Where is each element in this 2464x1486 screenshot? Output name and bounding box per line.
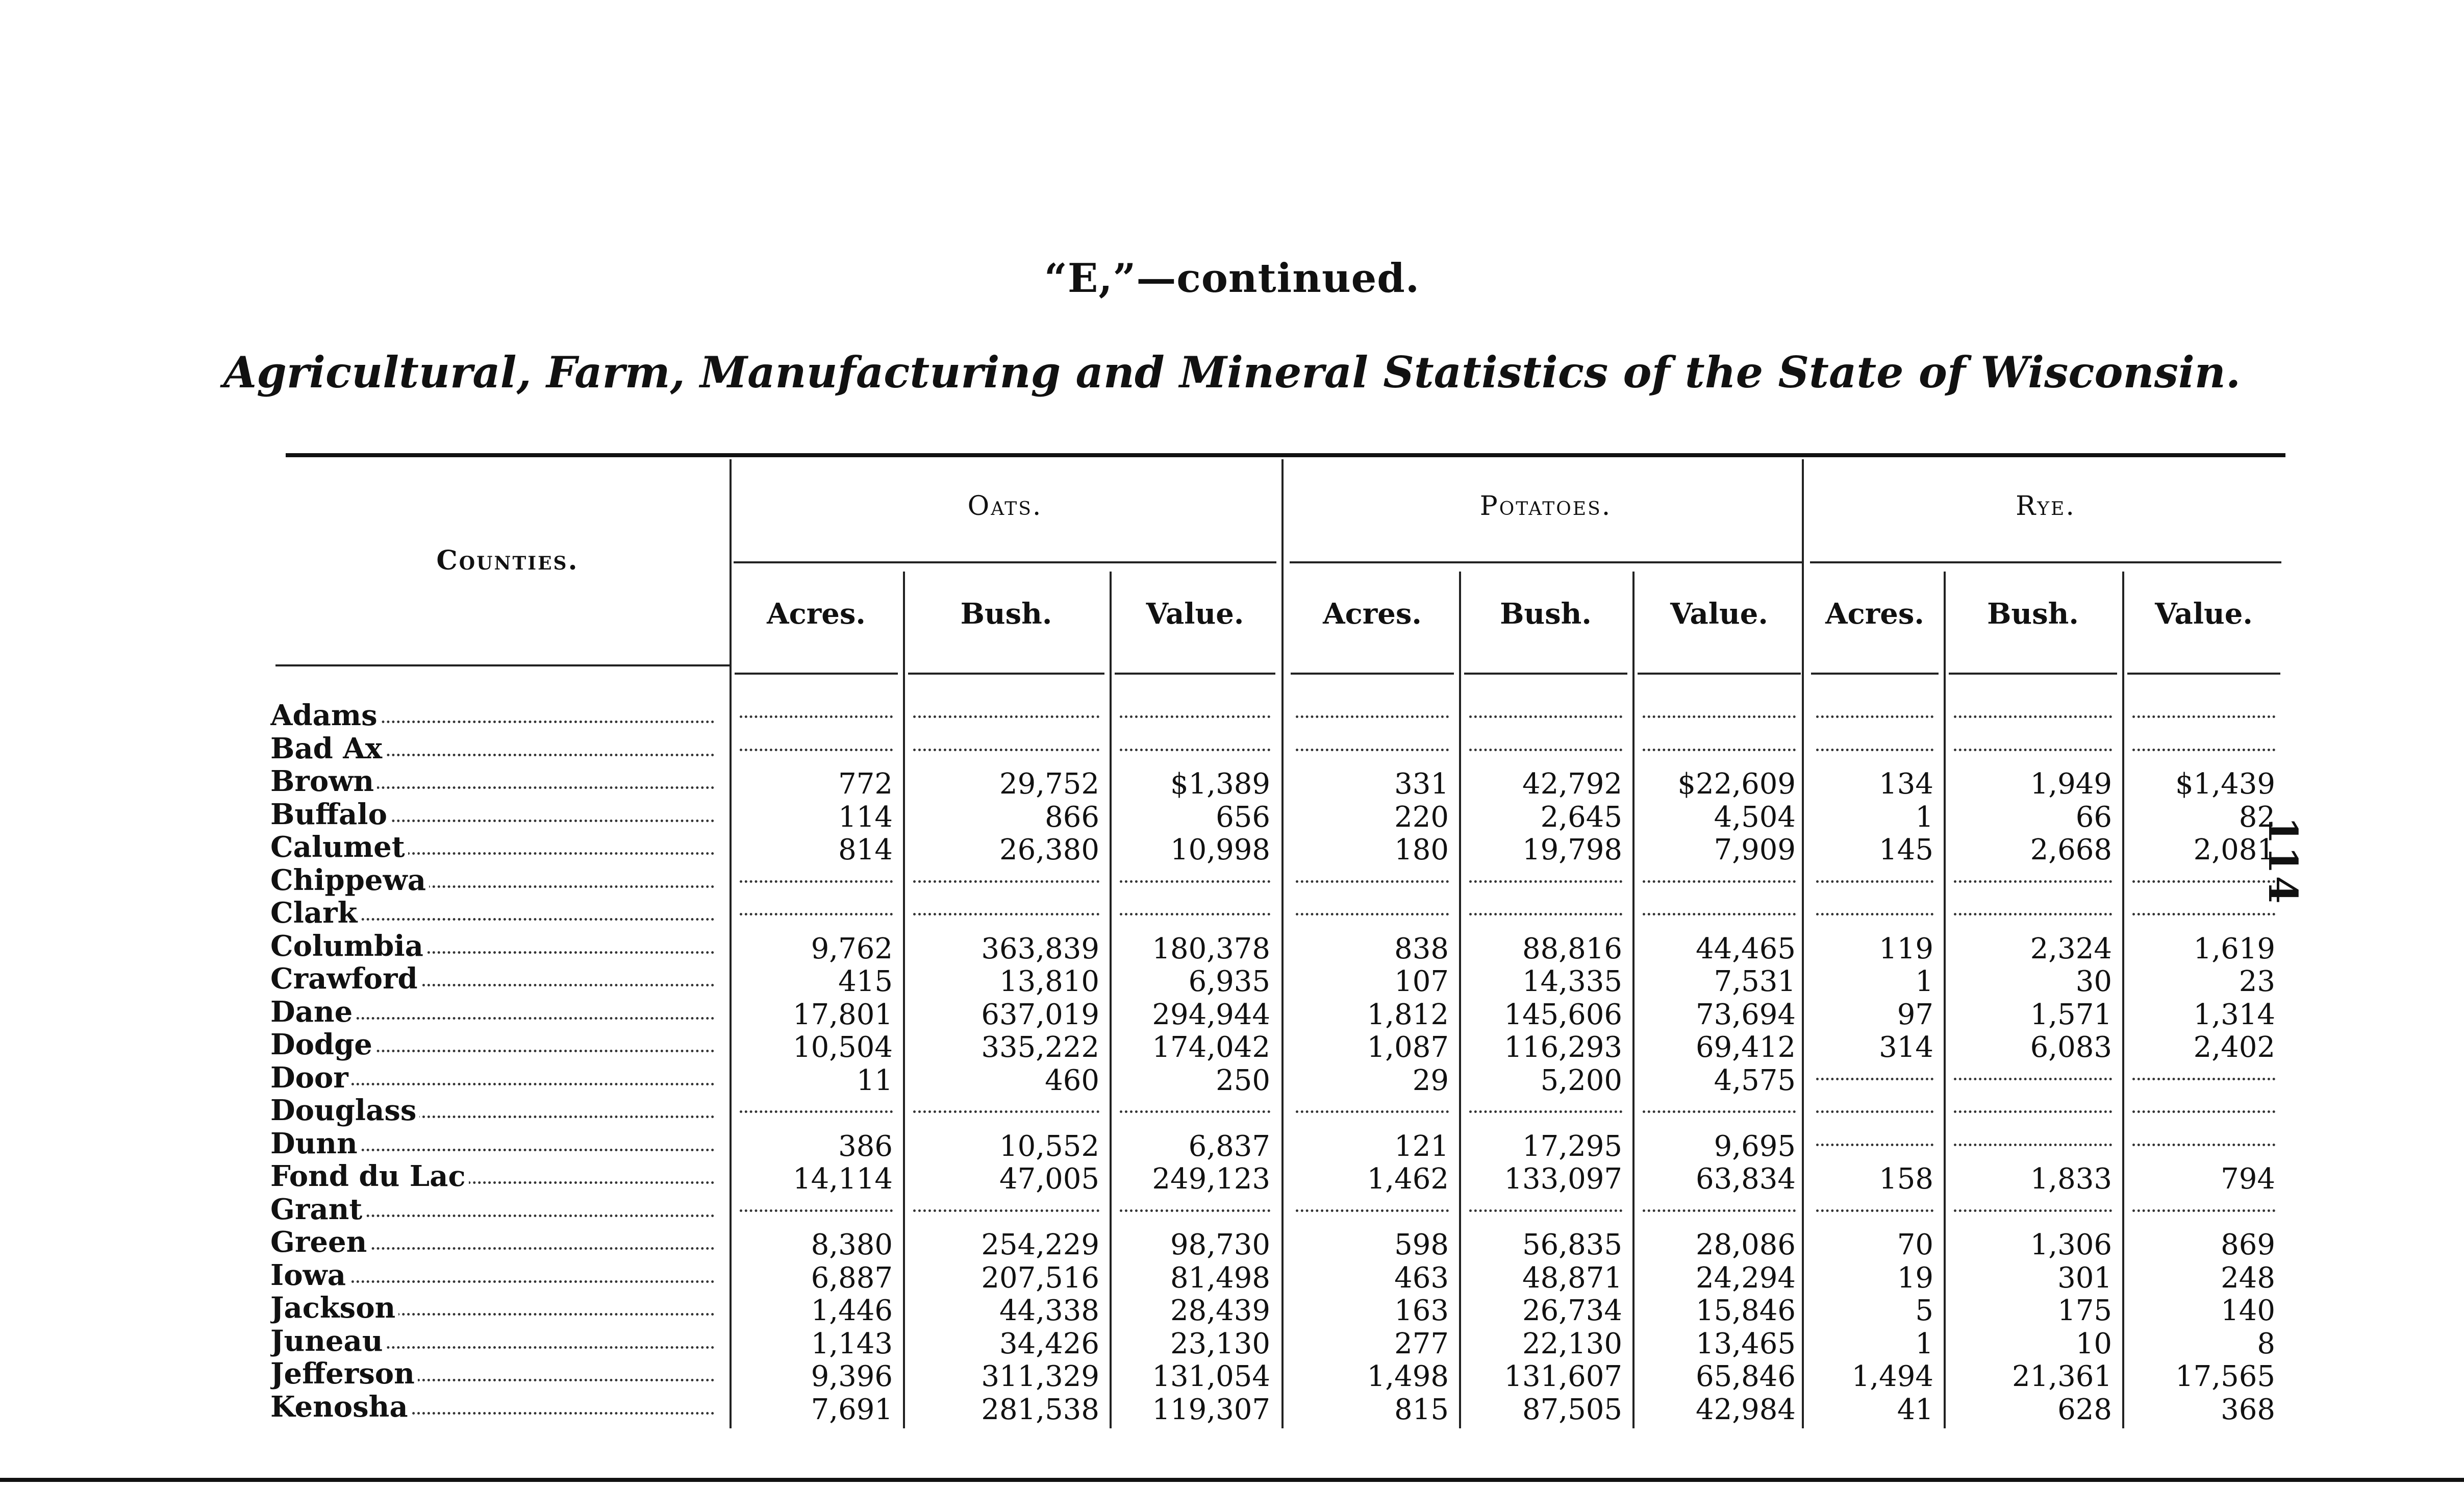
table-cell: 163 (1394, 1294, 1449, 1327)
county-label: Grant (270, 1193, 365, 1226)
table-cell: 17,565 (2175, 1360, 2275, 1393)
table-cell: 656 (1216, 800, 1270, 834)
table-cell: 1,498 (1367, 1360, 1449, 1393)
table-cell: 98,730 (1170, 1228, 1270, 1261)
empty-cell (1816, 699, 1933, 732)
table-cell: $1,439 (2175, 767, 2275, 801)
table-cell: 180,378 (1152, 932, 1270, 965)
table-cell: 30 (2075, 965, 2112, 998)
table-cell: 637,019 (981, 998, 1099, 1031)
empty-cell (913, 732, 1099, 765)
table-cell: 17,801 (793, 998, 893, 1031)
column-header-rule (1115, 673, 1275, 675)
column-header: Bush. (1500, 597, 1592, 631)
table-cell: 1,619 (2193, 932, 2275, 965)
county-label: Jackson (270, 1292, 398, 1324)
table-cell: 17,295 (1522, 1129, 1622, 1163)
empty-cell (1469, 1094, 1622, 1127)
table-cell: 65,846 (1696, 1360, 1796, 1393)
empty-cell (2132, 699, 2275, 732)
empty-cell (1954, 732, 2112, 765)
table-cell: 9,695 (1714, 1129, 1796, 1163)
table-cell: 628 (2057, 1393, 2112, 1426)
column-divider (1944, 572, 1946, 1428)
table-cell: 368 (2221, 1393, 2275, 1426)
county-name (270, 798, 714, 831)
table-cell: 28,086 (1696, 1228, 1796, 1261)
empty-cell (1296, 699, 1449, 732)
table-cell: 8,380 (811, 1228, 893, 1261)
table-cell: 24,294 (1696, 1261, 1796, 1295)
county-label: Douglass (270, 1094, 419, 1127)
county-label: Columbia (270, 930, 426, 962)
table-cell: 6,837 (1188, 1129, 1270, 1163)
county-label: Green (270, 1226, 370, 1258)
table-cell: 10,552 (999, 1129, 1099, 1163)
column-header-rule (2127, 673, 2280, 675)
table-cell: 56,835 (1522, 1228, 1622, 1261)
empty-cell (2132, 1094, 2275, 1127)
table-cell: 2,668 (2030, 833, 2112, 866)
table-cell: 9,396 (811, 1360, 893, 1393)
county-name (270, 962, 714, 995)
column-header: Bush. (960, 597, 1052, 631)
table-cell: 7,909 (1714, 833, 1796, 866)
empty-cell (1469, 864, 1622, 897)
empty-cell (1954, 1127, 2112, 1160)
table-cell: $22,609 (1677, 767, 1796, 801)
empty-cell (913, 1193, 1099, 1226)
table-cell: 415 (838, 965, 893, 998)
page-title: Agricultural, Farm, Manufacturing and Mineral Statistics of the State of Wisconsin. (223, 347, 2241, 398)
table-cell: 41 (1897, 1393, 1933, 1426)
group-header-rule (734, 561, 1276, 563)
table-cell: 175 (2057, 1294, 2112, 1327)
county-name (270, 732, 714, 765)
table-cell: 180 (1394, 833, 1449, 866)
empty-cell (913, 864, 1099, 897)
table-cell: 48,871 (1522, 1261, 1622, 1295)
table-cell: 8 (2257, 1327, 2275, 1360)
table-cell: 21,361 (2012, 1360, 2112, 1393)
county-name (270, 1292, 714, 1324)
table-cell: 1,833 (2030, 1162, 2112, 1196)
table-cell: 14,335 (1522, 965, 1622, 998)
table-cell: 386 (838, 1129, 893, 1163)
county-label: Iowa (270, 1259, 349, 1292)
table-cell: 116,293 (1504, 1031, 1622, 1064)
table-cell: 121 (1394, 1129, 1449, 1163)
empty-cell (1643, 732, 1796, 765)
column-header: Value. (2155, 597, 2253, 631)
empty-cell (1120, 699, 1270, 732)
table-cell: 1,446 (811, 1294, 893, 1327)
running-head: “E,”—continued. (1044, 255, 1420, 302)
group-divider (1281, 459, 1284, 1428)
table-cell: 70 (1897, 1228, 1933, 1261)
table-cell: 220 (1394, 800, 1449, 834)
table-cell: 26,734 (1522, 1294, 1622, 1327)
table-cell: 28,439 (1170, 1294, 1270, 1327)
table-cell: 1 (1915, 965, 1933, 998)
table-cell: 207,516 (981, 1261, 1099, 1295)
counties-header: Counties. (436, 545, 579, 576)
table-cell: 134 (1879, 767, 1933, 801)
empty-cell (1954, 864, 2112, 897)
table-cell: 10,504 (793, 1031, 893, 1064)
table-cell: 145 (1879, 833, 1933, 866)
table-cell: 314 (1879, 1031, 1933, 1064)
table-cell: 23,130 (1170, 1327, 1270, 1360)
table-cell: 29 (1412, 1063, 1449, 1097)
county-name (270, 1391, 714, 1423)
table-cell: $1,389 (1170, 767, 1270, 801)
empty-cell (740, 897, 893, 929)
table-cell: 1,494 (1851, 1360, 1933, 1393)
table-cell: 47,005 (999, 1162, 1099, 1196)
table-cell: 814 (838, 833, 893, 866)
empty-cell (740, 864, 893, 897)
county-name (270, 1028, 714, 1061)
county-label: Jefferson (270, 1357, 418, 1390)
empty-cell (1816, 1193, 1933, 1226)
county-name (270, 1259, 714, 1292)
empty-cell (1954, 1193, 2112, 1226)
table-cell: 174,042 (1152, 1031, 1270, 1064)
table-cell: 11 (856, 1063, 893, 1097)
table-cell: 254,229 (981, 1228, 1099, 1261)
empty-cell (1816, 864, 1933, 897)
table-cell: 1 (1915, 800, 1933, 834)
county-label: Chippewa (270, 864, 429, 897)
table-cell: 119 (1879, 932, 1933, 965)
table-cell: 1,087 (1367, 1031, 1449, 1064)
empty-cell (1296, 1193, 1449, 1226)
county-label: Kenosha (270, 1391, 411, 1423)
table-cell: 34,426 (999, 1327, 1099, 1360)
empty-cell (1954, 1061, 2112, 1094)
table-cell: 82 (2239, 800, 2275, 834)
empty-cell (2132, 1127, 2275, 1160)
table-cell: 26,380 (999, 833, 1099, 866)
table-cell: 14,114 (793, 1162, 893, 1196)
table-cell: 15,846 (1696, 1294, 1796, 1327)
empty-cell (1296, 1094, 1449, 1127)
column-header: Acres. (1323, 597, 1422, 631)
table-cell: 281,538 (981, 1393, 1099, 1426)
table-cell: 250 (1216, 1063, 1270, 1097)
empty-cell (1643, 699, 1796, 732)
table-cell: 2,402 (2193, 1031, 2275, 1064)
column-header: Acres. (767, 597, 866, 631)
table-cell: 88,816 (1522, 932, 1622, 965)
table-cell: 772 (838, 767, 893, 801)
table-cell: 248 (2221, 1261, 2275, 1295)
empty-cell (2132, 897, 2275, 929)
column-header-rule (1811, 673, 1939, 675)
county-name (270, 996, 714, 1028)
empty-cell (1954, 897, 2112, 929)
table-cell: 66 (2075, 800, 2112, 834)
column-header-rule (1638, 673, 1801, 675)
table-cell: 598 (1394, 1228, 1449, 1261)
table-cell: 23 (2239, 965, 2275, 998)
table-cell: 9,762 (811, 932, 893, 965)
empty-cell (2132, 1193, 2275, 1226)
table-cell: 1,571 (2030, 998, 2112, 1031)
column-divider (2122, 572, 2124, 1428)
table-cell: 1 (1915, 1327, 1933, 1360)
empty-cell (740, 1094, 893, 1127)
column-divider (1632, 572, 1635, 1428)
empty-cell (1643, 864, 1796, 897)
table-cell: 7,691 (811, 1393, 893, 1426)
bottom-rule (0, 1478, 2464, 1482)
table-cell: 107 (1394, 965, 1449, 998)
empty-cell (1469, 699, 1622, 732)
column-header-rule (735, 673, 898, 675)
table-cell: 301 (2057, 1261, 2112, 1295)
county-label: Door (270, 1061, 351, 1094)
column-divider (1110, 572, 1112, 1428)
table-cell: 866 (1045, 800, 1099, 834)
column-header: Value. (1670, 597, 1768, 631)
table-cell: 145,606 (1504, 998, 1622, 1031)
table-cell: 114 (838, 800, 893, 834)
empty-cell (1296, 732, 1449, 765)
column-header: Acres. (1825, 597, 1924, 631)
county-name (270, 831, 714, 863)
county-name (270, 930, 714, 962)
county-label: Dunn (270, 1127, 361, 1160)
table-cell: 2,324 (2030, 932, 2112, 965)
table-cell: 140 (2221, 1294, 2275, 1327)
table-cell: 1,949 (2030, 767, 2112, 801)
county-label: Adams (270, 699, 381, 732)
table-cell: 22,130 (1522, 1327, 1622, 1360)
empty-cell (2132, 864, 2275, 897)
empty-cell (913, 1094, 1099, 1127)
empty-cell (1816, 897, 1933, 929)
column-header: Bush. (1987, 597, 2079, 631)
table-cell: 794 (2221, 1162, 2275, 1196)
table-cell: 869 (2221, 1228, 2275, 1261)
table-cell: 42,984 (1696, 1393, 1796, 1426)
table-cell: 158 (1879, 1162, 1933, 1196)
empty-cell (1120, 1193, 1270, 1226)
table-cell: 63,834 (1696, 1162, 1796, 1196)
county-name (270, 1357, 714, 1390)
column-divider (1459, 572, 1461, 1428)
table-cell: 6,083 (2030, 1031, 2112, 1064)
table-cell: 335,222 (981, 1031, 1099, 1064)
table-cell: 1,462 (1367, 1162, 1449, 1196)
table-cell: 331 (1394, 767, 1449, 801)
table-cell: 5,200 (1540, 1063, 1622, 1097)
county-name (270, 1226, 714, 1258)
table-cell: 6,887 (811, 1261, 893, 1295)
table-cell: 19,798 (1522, 833, 1622, 866)
table-cell: 4,504 (1714, 800, 1796, 834)
top-rule (286, 453, 2285, 457)
county-name (270, 1325, 714, 1357)
table-cell: 6,935 (1188, 965, 1270, 998)
table-cell: 363,839 (981, 932, 1099, 965)
empty-cell (1120, 1094, 1270, 1127)
column-header: Value. (1146, 597, 1244, 631)
table-cell: 2,645 (1540, 800, 1622, 834)
group-header-rule (1290, 561, 1802, 563)
empty-cell (1469, 897, 1622, 929)
county-name (270, 1160, 714, 1193)
county-name (270, 699, 714, 732)
county-name (270, 1094, 714, 1127)
table-cell: 87,505 (1522, 1393, 1622, 1426)
table-cell: 97 (1897, 998, 1933, 1031)
group-header-oats: Oats. (967, 491, 1043, 522)
column-header-rule (1949, 673, 2117, 675)
header-bottom-rule (275, 664, 730, 666)
empty-cell (913, 897, 1099, 929)
column-divider (903, 572, 905, 1428)
empty-cell (1120, 864, 1270, 897)
empty-cell (2132, 1061, 2275, 1094)
county-label: Crawford (270, 962, 421, 995)
table-cell: 10,998 (1170, 833, 1270, 866)
empty-cell (1816, 732, 1933, 765)
county-name (270, 864, 714, 897)
county-label: Buffalo (270, 798, 390, 831)
empty-cell (1643, 1193, 1796, 1226)
table-cell: 815 (1394, 1393, 1449, 1426)
empty-cell (1643, 1094, 1796, 1127)
table-cell: 460 (1045, 1063, 1099, 1097)
empty-cell (1643, 897, 1796, 929)
page-number: 114 (2259, 816, 2306, 906)
table-cell: 69,412 (1696, 1031, 1796, 1064)
table-cell: 5 (1915, 1294, 1933, 1327)
table-cell: 1,306 (2030, 1228, 2112, 1261)
empty-cell (1469, 732, 1622, 765)
table-cell: 277 (1394, 1327, 1449, 1360)
county-name (270, 1127, 714, 1160)
table-cell: 29,752 (999, 767, 1099, 801)
column-header-rule (1464, 673, 1627, 675)
county-label: Brown (270, 765, 377, 798)
group-header-potatoes: Potatoes. (1479, 491, 1612, 522)
table-cell: 42,792 (1522, 767, 1622, 801)
table-cell: 1,314 (2193, 998, 2275, 1031)
empty-cell (740, 699, 893, 732)
county-label: Juneau (270, 1325, 386, 1357)
empty-cell (913, 699, 1099, 732)
table-cell: 10 (2075, 1327, 2112, 1360)
empty-cell (740, 732, 893, 765)
table-cell: 1,143 (811, 1327, 893, 1360)
table-cell: 1,812 (1367, 998, 1449, 1031)
table-cell: 4,575 (1714, 1063, 1796, 1097)
empty-cell (1954, 699, 2112, 732)
table-cell: 131,054 (1152, 1360, 1270, 1393)
empty-cell (1120, 732, 1270, 765)
empty-cell (1296, 897, 1449, 929)
empty-cell (1469, 1193, 1622, 1226)
table-cell: 463 (1394, 1261, 1449, 1295)
county-label: Fond du Lac (270, 1160, 469, 1193)
table-cell: 294,944 (1152, 998, 1270, 1031)
table-cell: 44,338 (999, 1294, 1099, 1327)
table-cell: 73,694 (1696, 998, 1796, 1031)
empty-cell (740, 1193, 893, 1226)
county-name (270, 1193, 714, 1226)
group-header-rye: Rye. (2016, 491, 2076, 522)
county-name (270, 1061, 714, 1094)
empty-cell (1120, 897, 1270, 929)
table-cell: 13,810 (999, 965, 1099, 998)
table-cell: 249,123 (1152, 1162, 1270, 1196)
county-name (270, 897, 714, 929)
empty-cell (1816, 1094, 1933, 1127)
table-cell: 81,498 (1170, 1261, 1270, 1295)
empty-cell (1296, 864, 1449, 897)
empty-cell (1816, 1061, 1933, 1094)
empty-cell (1954, 1094, 2112, 1127)
county-label: Dodge (270, 1028, 375, 1061)
table-cell: 13,465 (1696, 1327, 1796, 1360)
empty-cell (2132, 732, 2275, 765)
column-header-rule (908, 673, 1104, 675)
group-header-rule (1810, 561, 2281, 563)
table-cell: 44,465 (1696, 932, 1796, 965)
table-cell: 2,081 (2193, 833, 2275, 866)
county-label: Clark (270, 897, 360, 929)
table-cell: 119,307 (1152, 1393, 1270, 1426)
table-cell: 133,097 (1504, 1162, 1622, 1196)
table-cell: 311,329 (981, 1360, 1099, 1393)
column-header-rule (1291, 673, 1454, 675)
table-cell: 838 (1394, 932, 1449, 965)
county-label: Dane (270, 996, 356, 1028)
table-cell: 7,531 (1714, 965, 1796, 998)
county-label: Calumet (270, 831, 408, 863)
empty-cell (1816, 1127, 1933, 1160)
table-cell: 131,607 (1504, 1360, 1622, 1393)
table-cell: 19 (1897, 1261, 1933, 1295)
county-label: Bad Ax (270, 732, 385, 765)
county-name (270, 765, 714, 798)
